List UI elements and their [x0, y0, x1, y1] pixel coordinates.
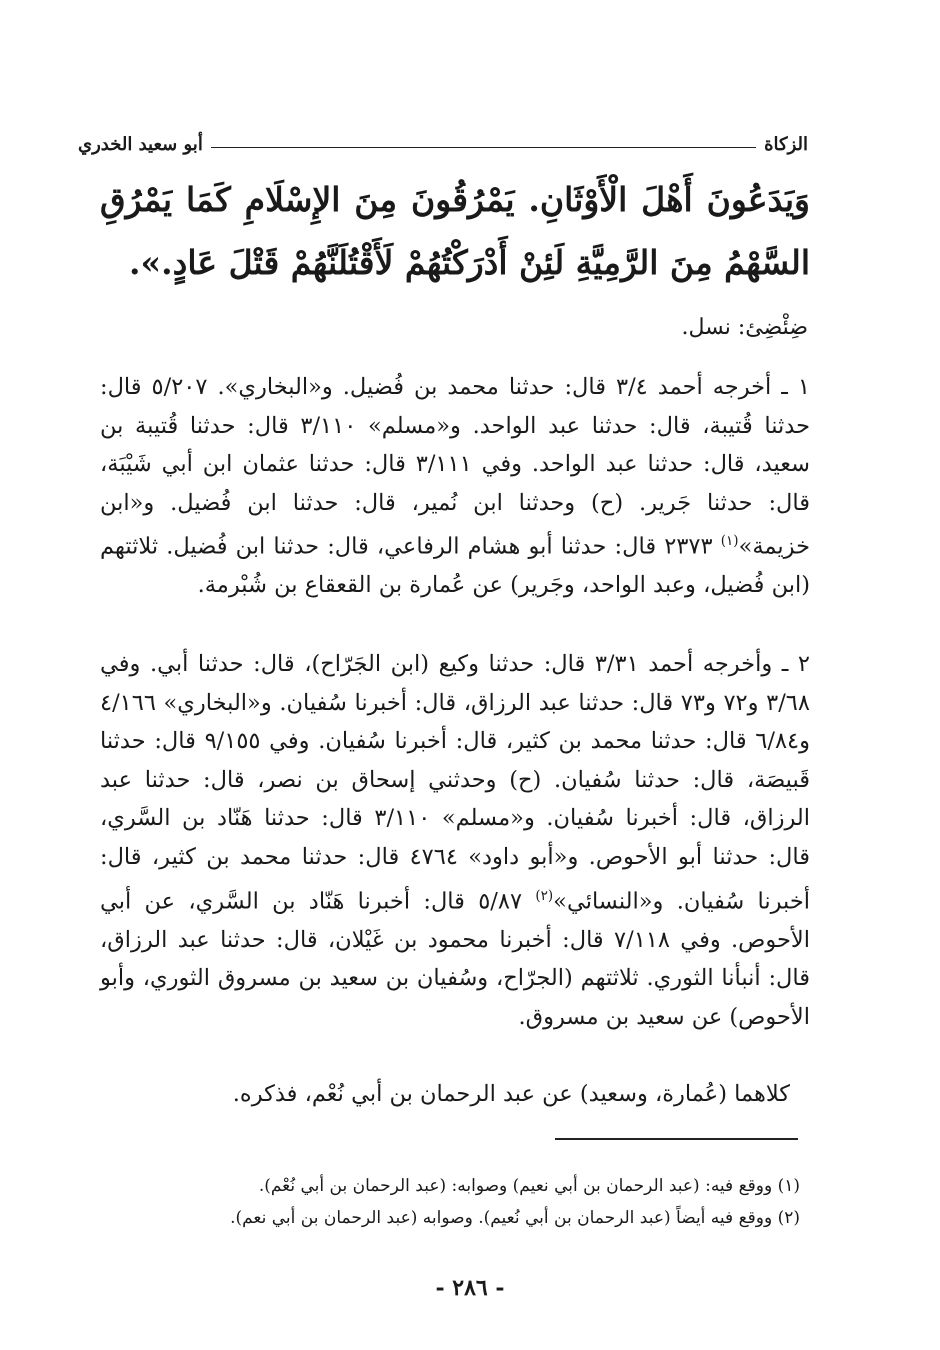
hadith-text: وَيَدَعُونَ أَهْلَ الْأَوْثَانِ. يَمْرُقُونَ مِنَ الإِسْلَامِ كَمَا يَمْرُقِ السَّهْمُ مِنَ الرَّمِيَّةِ لَئِنْ أَدْرَكْتُهُمْ لَأَقْتُلَنَّهُمْ قَتْلَ عَادٍ.».: [100, 180, 810, 282]
footnote-ref-2[interactable]: (٢): [535, 887, 554, 904]
footnote-separator: [555, 1138, 798, 1140]
footnote-2: (٢) ووقع فيه أيضاً (عبد الرحمان بن أبي نُعيم). وصوابه (عبد الرحمان بن أبي نعم).: [230, 1208, 800, 1228]
takhrij-paragraph-1: [100, 368, 810, 605]
takhrij-paragraph-2: [100, 645, 810, 1036]
paragraph-2-text: ٢ ـ وأخرجه أحمد ٣/٣١ قال: حدثنا وكيع (ابن الجَرّاح)، قال: حدثنا أبي. وفي ٣/٦٨ و٧٢ و٧٣ قال: حدثنا عبد الرزاق، قال: أخبرنا سُفيان. و«البخاري» ٤/١٦٦ و٦/٨٤ قال: حدثنا محمد بن كثير، قال: أخبرنا سُفيان. وفي ٩/١٥٥ قال: حدثنا قَبيصَة، قال: حدثنا سُفيان. (ح) وحدثني إسحاق بن نصر، قال: حدثنا عبد الرزاق، قال: أخبرنا سُفيان. و«مسلم» ٣/١١٠ قال: حدثنا هَنّاد بن السَّري، قال: حدثنا أبو الأحوص. و«أبو داود» ٤٧٦٤ قال: حدثنا محمد بن كثير، قال: أخبرنا سُفيان. و«النسائي»: [100, 651, 811, 915]
page-number: - ٢٨٦ -: [435, 1275, 505, 1301]
conclusion-paragraph: كلاهما (عُمارة، وسعيد) عن عبد الرحمان بن أبي نُعْم، فذكره.: [232, 1081, 790, 1107]
footnotes: [150, 1170, 800, 1234]
paragraph-1-text-after: ٢٣٧٣ قال: حدثنا أبو هشام الرفاعي، قال: حدثنا ابن فُضيل. ثلاثتهم (ابن فُضيل، وعبد الواحد، وجَرير) عن عُمارة بن القعقاع بن شُبْرمة.: [100, 533, 810, 599]
gloss-definition: : نسل.: [681, 315, 746, 340]
running-header: [78, 125, 808, 155]
footnote-1: (١) ووقع فيه: (عبد الرحمان بن أبي نعيم) وصوابه: (عبد الرحمان بن أبي نُعْم).: [258, 1176, 800, 1196]
gloss-term: ضِئْضِئ: [745, 315, 808, 340]
footnote-ref-1[interactable]: (١): [720, 533, 739, 550]
header-rule: [211, 147, 756, 148]
header-title: أبو سعيد الخدري: [78, 134, 203, 155]
word-gloss: [100, 308, 808, 348]
header-section: الزكاة: [764, 134, 808, 155]
paragraph-1-text: ١ ـ أخرجه أحمد ٣/٤ قال: حدثنا محمد بن فُضيل. و«البخاري». ٥/٢٠٧ قال: حدثنا قُتيبة، قال: حدثنا عبد الواحد. و«مسلم» ٣/١١٠ قال: حدثنا قُتيبة بن سعيد، قال: حدثنا عبد الواحد. وفي ٣/١١١ قال: حدثنا عثمان ابن أبي شَيْبَة، قال: حدثنا جَرير. (ح) وحدثنا ابن نُمير، قال: حدثنا ابن فُضيل. و«ابن خزيمة»: [100, 374, 810, 560]
paragraph-2-text-after: ٥/٨٧ قال: أخبرنا هَنّاد بن السَّري، عن أبي الأحوص. وفي ٧/١١٨ قال: أخبرنا محمود بن غَيْلان، قال: حدثنا عبد الرزاق، قال: أنبأنا الثوري. ثلاثتهم (الجرّاح، وسُفيان بن سعيد بن مسروق الثوري، وأبو الأحوص) عن سعيد بن مسروق.: [100, 888, 810, 1030]
